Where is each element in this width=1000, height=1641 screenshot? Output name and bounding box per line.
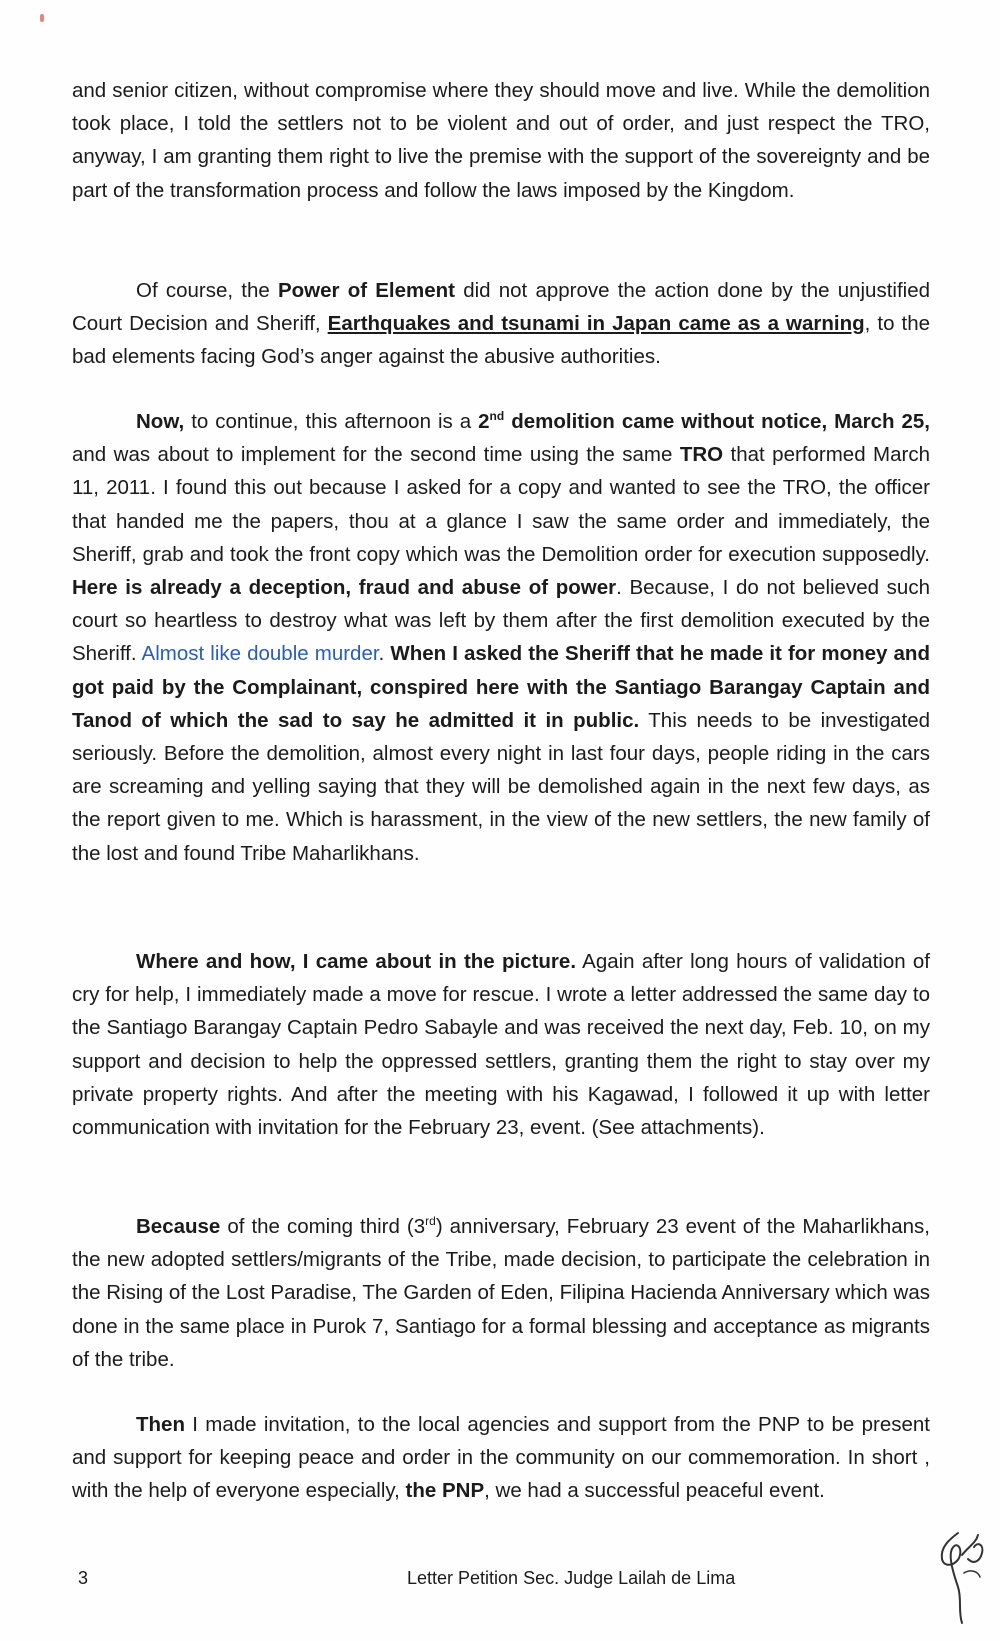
handwritten-initials [928,1525,988,1625]
paragraph-1 [72,74,930,207]
p3-text-4: . Because, I do not believed such court so heartless to destroy what was left by them after the first demolition executed by the Sheriff. [72,576,930,666]
p3-text-1: to continue, this afternoon is a [184,410,479,433]
p3-text-6: This needs to be investigated seriously. Before the demolition, almost every night in last four days, people riding in the cars are screaming and yelling saying that they will be demolished again in the next few days, as the report given to me. Which is harassment, in the view of the new settlers, the new family of the lost and found Tribe Maharlikhans. [72,708,931,865]
p4-text-1: Again after long hours of validation of cry for help, I immediately made a move for rescue. I wrote a letter addressed the same day to the Santiago Barangay Captain Pedro Sabayle and was received the next day, Feb. 10, on my support and decision to help the oppressed settlers, granting them the right to stay over my private property rights. And after the meeting with his Kagawad, I followed it up with letter communication with invitation for the February 23, event. (See attachments). [72,950,930,1140]
p1-text: and senior citizen, without compromise where they should move and live. While the demolition took place, I told the settlers not to be violent and out of order, and just respect the TRO, anyway, I am granting them right to live the premise with the support of the sovereignty and be part of the transformation process and follow the laws imposed by the Kingdom. [72,79,930,202]
p6-bold-2: the PNP [405,1479,485,1503]
p5-bold-1: Because [136,1215,221,1238]
p6-text-2: , we had a successful peaceful event. [484,1479,825,1503]
p6-text-1: I made invitation, to the local agencies and support from the PNP to be present and support for keeping peace and order in the community on our commemoration. In short , with the help of everyone especially, [72,1413,930,1503]
p5-text-1: of the coming third (3 [220,1215,426,1238]
paragraph-3 [72,405,930,870]
p5-text-2: ) anniversary, February 23 event of the Maharlikhans, the new adopted settlers/migrants of the Tribe, made decision, to participate the celebration in the Rising of the Lost Paradise, The Garden of Eden, Filipina Hacienda Anniversary which was done in the same place in Purok 7, Santiago for a formal blessing and acceptance as migrants of the tribe. [72,1215,931,1371]
p3-text-2: and was about to implement for the second time using the same [72,443,680,467]
p4-bold-1: Where and how, I came about in the picture. [136,950,577,973]
page-footer [72,1568,930,1596]
p3-text-3: that performed March 11, 2011. I found this out because I asked for a copy and wanted to see the TRO, the officer that handed me the papers, thou at a glance I saw the same order and immediately, the Sheriff, grab and took the front copy which was the Demolition order for execution supposedly. [72,443,930,566]
paragraph-2 [72,274,930,374]
paragraph-6 [72,1408,930,1508]
scan-mark [40,14,44,22]
p3-bold-4: TRO [679,443,724,467]
p2-text-3: , to the bad elements facing God’s anger against the abusive authorities. [72,312,931,369]
p2-bold-1: Power of Element [277,279,455,302]
footer-title: Letter Petition Sec. Judge Lailah de Lima [407,1568,736,1588]
p2-text-2: did not approve the action done by the unjustified Court Decision and Sheriff, [72,279,931,336]
page-number: 3 [78,1568,89,1588]
p3-bold-1: Now, [136,410,185,433]
p3-bold-5: Here is already a deception, fraud and abuse of power [72,576,617,600]
p3-text-5: . [378,642,391,666]
p5-superscript: rd [425,1214,436,1229]
p3-superscript: nd [489,409,505,424]
p2-underlined-text: Earthquakes and tsunami in Japan came as a warning [327,312,865,336]
paragraph-4 [72,945,930,1144]
p3-bold-2: 2 [478,410,490,433]
p3-bold-6: When I asked the Sheriff that he made it for money and got paid by the Complainant, conspired here with the Santiago Barangay Captain and Tanod of which the sad to say he admitted it in public. [72,642,930,732]
p2-text-1: Of course, the [136,279,278,302]
paragraph-5 [72,1210,930,1376]
p3-bold-3: demolition came without notice, March 25, [504,410,930,433]
p6-bold-1: Then [136,1413,185,1436]
p3-blue-text: Almost like double murder [141,642,379,666]
